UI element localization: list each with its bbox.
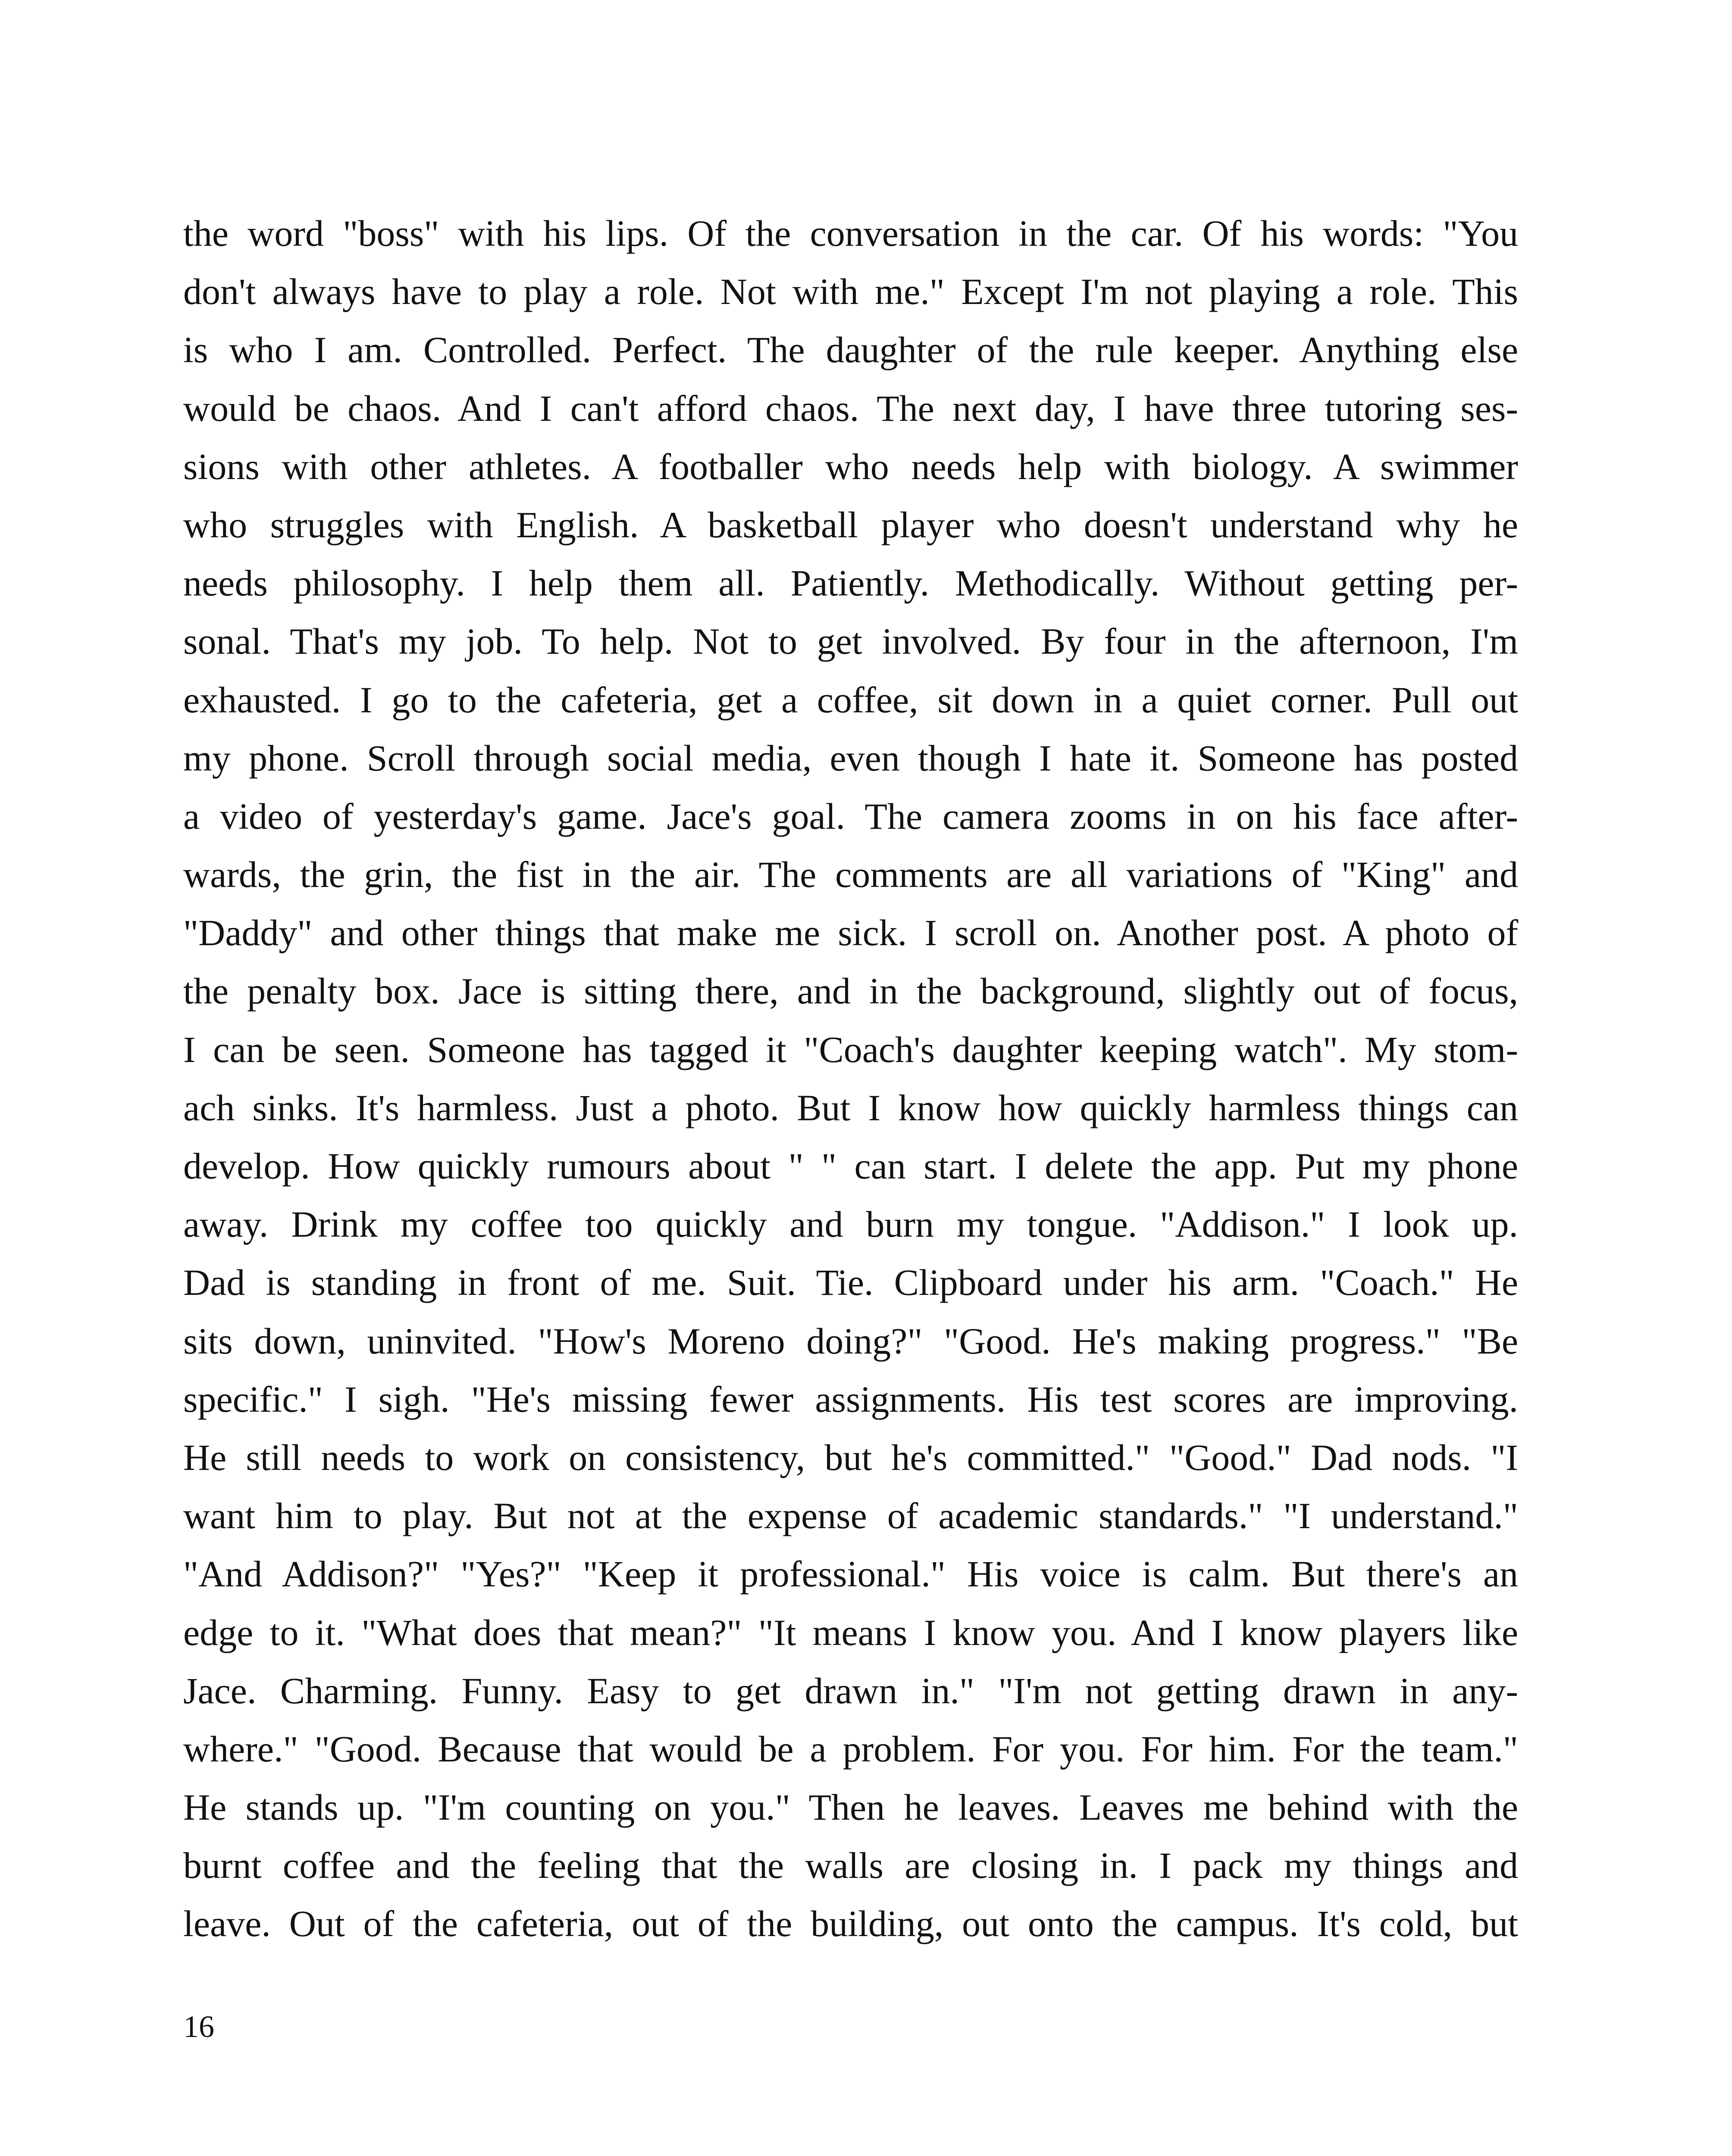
text-line: a video of yesterday's game. Jace's goal. The camera zooms in on his face after- [183, 795, 1518, 837]
text-line: is who I am. Controlled. Perfect. The daughter of the rule keeper. Anything else [183, 329, 1518, 371]
text-line: who struggles with English. A basketball player who doesn't understand why he [183, 504, 1518, 545]
text-line: where." "Good. Because that would be a problem. For you. For him. For the team." [183, 1728, 1518, 1770]
text-line: I can be seen. Someone has tagged it "Coach's daughter keeping watch". My stom- [183, 1028, 1518, 1070]
text-line: burnt coffee and the feeling that the walls are closing in. I pack my things and [183, 1845, 1518, 1887]
text-line: wards, the grin, the fist in the air. The comments are all variations of "King" and [183, 854, 1518, 896]
text-line: want him to play. But not at the expense of academic standards." "I understand." [183, 1495, 1518, 1537]
text-line: my phone. Scroll through social media, even though I hate it. Someone has posted [183, 737, 1518, 779]
text-line: "And Addison?" "Yes?" "Keep it professional." His voice is calm. But there's an [183, 1553, 1518, 1595]
body-text [183, 204, 1518, 1953]
text-line: sions with other athletes. A footballer who needs help with biology. A swimmer [183, 445, 1518, 487]
text-line: sonal. That's my job. To help. Not to get involved. By four in the afternoon, I'm [183, 620, 1518, 662]
text-line: exhausted. I go to the cafeteria, get a coffee, sit down in a quiet corner. Pull out [183, 679, 1518, 721]
text-line: develop. How quickly rumours about " " can start. I delete the app. Put my phone [183, 1145, 1518, 1187]
text-line: away. Drink my coffee too quickly and burn my tongue. "Addison." I look up. [183, 1203, 1518, 1245]
text-line: Dad is standing in front of me. Suit. Tie. Clipboard under his arm. "Coach." He [183, 1262, 1518, 1304]
text-line: "Daddy" and other things that make me sick. I scroll on. Another post. A photo of [183, 912, 1518, 954]
text-line: the penalty box. Jace is sitting there, and in the background, slightly out of focus, [183, 970, 1518, 1012]
text-line: would be chaos. And I can't afford chaos. The next day, I have three tutoring ses- [183, 387, 1518, 429]
text-line: leave. Out of the cafeteria, out of the building, out onto the campus. It's cold, but [183, 1903, 1518, 1945]
text-line: sits down, uninvited. "How's Moreno doing?" "Good. He's making progress." "Be [183, 1320, 1518, 1362]
text-line: ach sinks. It's harmless. Just a photo. But I know how quickly harmless things can [183, 1087, 1518, 1128]
text-line: Jace. Charming. Funny. Easy to get drawn in." "I'm not getting drawn in any- [183, 1670, 1518, 1711]
page-number: 16 [183, 2009, 214, 2044]
text-line: He stands up. "I'm counting on you." Then he leaves. Leaves me behind with the [183, 1786, 1518, 1828]
text-line: don't always have to play a role. Not with me." Except I'm not playing a role. This [183, 271, 1518, 313]
text-line: needs philosophy. I help them all. Patiently. Methodically. Without getting per- [183, 562, 1518, 604]
text-line: He still needs to work on consistency, but he's committed." "Good." Dad nods. "I [183, 1436, 1518, 1478]
text-line: specific." I sigh. "He's missing fewer assignments. His test scores are improving. [183, 1378, 1518, 1420]
text-line: edge to it. "What does that mean?" "It means I know you. And I know players like [183, 1611, 1518, 1653]
text-line: the word "boss" with his lips. Of the conversation in the car. Of his words: "You [183, 213, 1518, 254]
